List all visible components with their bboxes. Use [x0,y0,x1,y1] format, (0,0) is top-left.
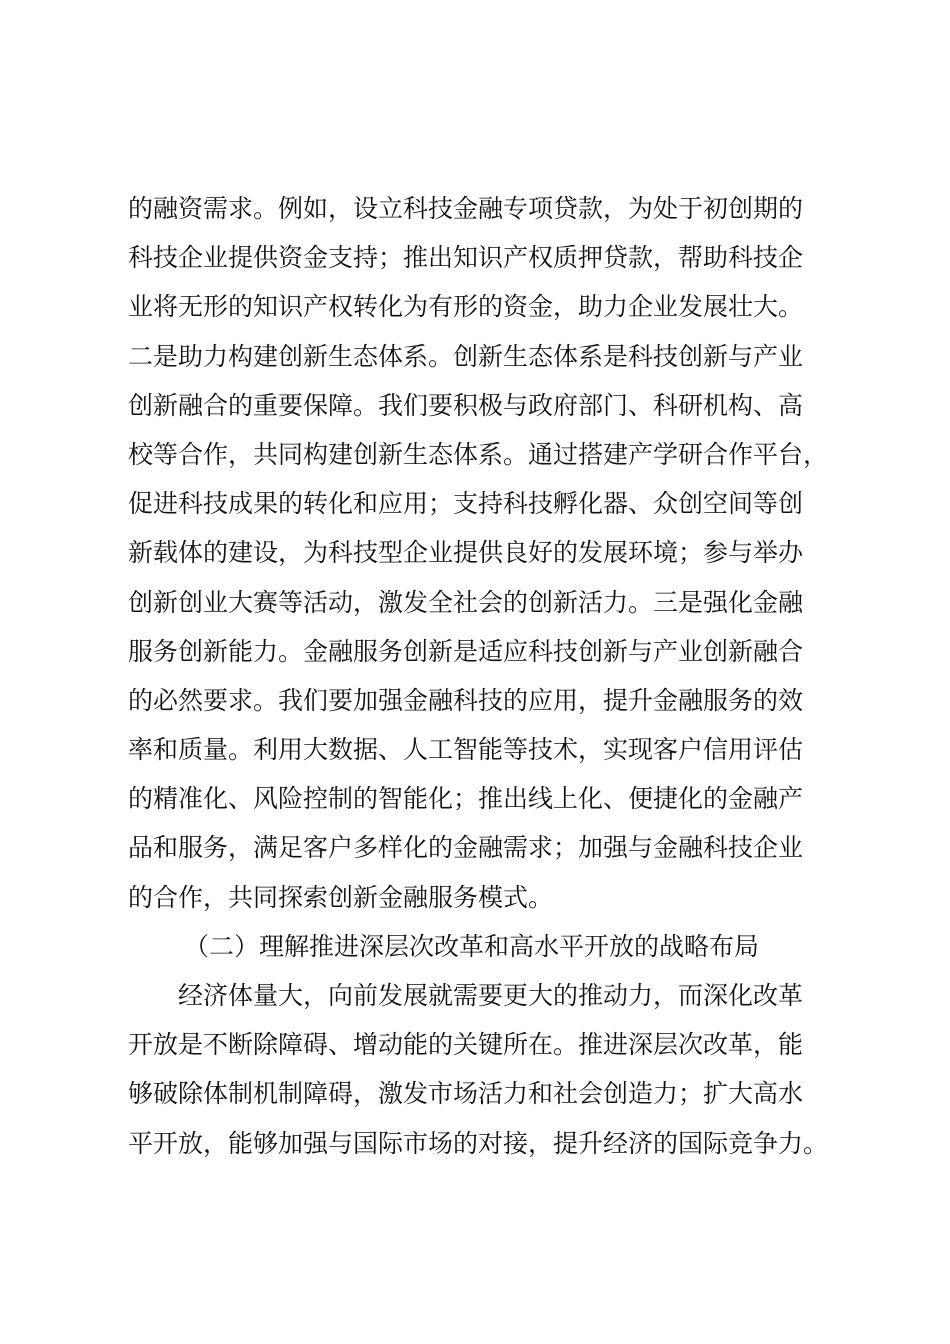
text-line: 的融资需求。例如，设立科技金融专项贷款，为处于初创期的 [128,194,804,223]
text-line: 开放是不断除障碍、增动能的关键所在。推进深层次改革，能 [128,1030,804,1060]
text-line: 创新创业大赛等活动，激发全社会的创新活力。三是强化金融 [128,587,804,617]
text-line: 业将无形的知识产权转化为有形的资金，助力企业发展壮大。 [128,292,804,322]
section-heading: （二）理解推进深层次改革和高水平开放的战略布局 [184,931,760,961]
text-line: 率和质量。利用大数据、人工智能等技术，实现客户信用评估 [128,735,804,765]
text-line: 够破除体制机制障碍，激发市场活力和社会创造力；扩大高水 [128,1079,804,1109]
text-line: 服务创新能力。金融服务创新是适应科技创新与产业创新融合 [128,636,804,666]
text-line: 的精准化、风险控制的智能化；推出线上化、便捷化的金融产 [128,784,804,814]
text-line: 新载体的建设，为科技型企业提供良好的发展环境；参与举办 [128,538,804,568]
text-line: 的必然要求。我们要加强金融科技的应用，提升金融服务的效 [128,685,804,715]
paragraph-first-line: 经济体量大，向前发展就需要更大的推动力，而深化改革 [178,981,804,1010]
text-line: 品和服务，满足客户多样化的金融需求；加强与金融科技企业 [128,833,804,863]
text-line: 创新融合的重要保障。我们要积极与政府部门、科研机构、高 [128,390,804,420]
text-line: 的合作，共同探索创新金融服务模式。 [128,882,554,912]
document-body [128,184,848,1168]
text-line: 校等合作，共同构建创新生态体系。通过搭建产学研合作平台， [128,439,829,469]
text-line: 平开放，能够加强与国际市场的对接，提升经济的国际竞争力。 [128,1128,829,1158]
text-line: 科技企业提供资金支持；推出知识产权质押贷款，帮助科技企 [128,243,804,273]
text-line: 促进科技成果的转化和应用；支持科技孵化器、众创空间等创 [128,489,804,519]
text-line: 二是助力构建创新生态体系。创新生态体系是科技创新与产业 [128,341,804,371]
